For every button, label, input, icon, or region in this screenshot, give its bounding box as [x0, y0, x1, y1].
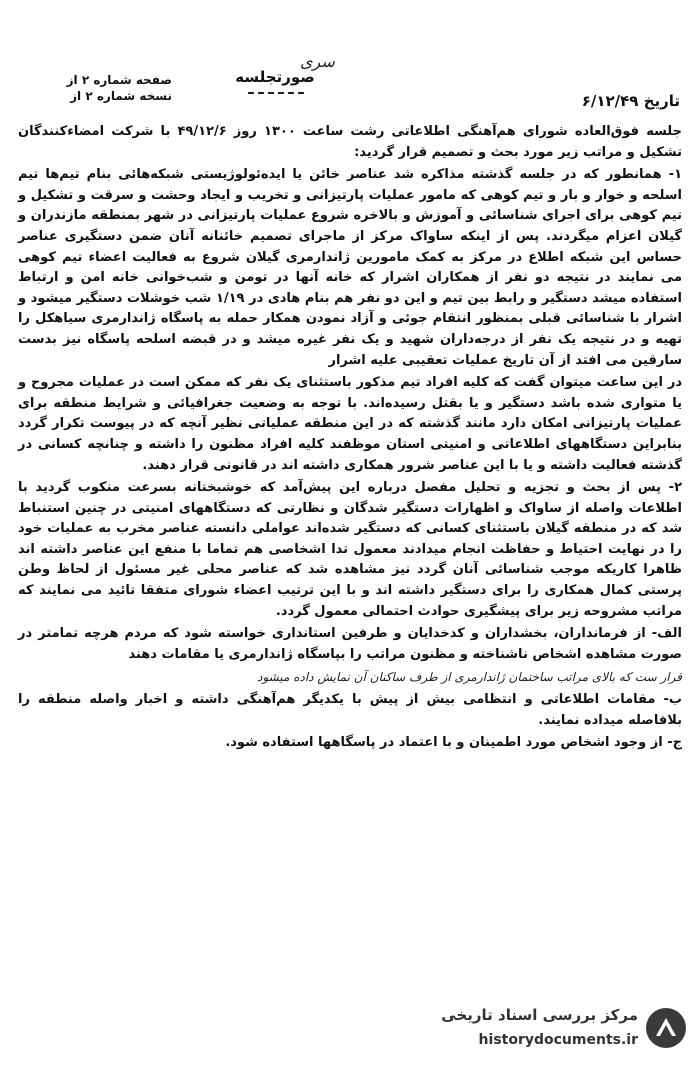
paragraph-2: در این ساعت میتوان گفت که کلیه افراد تیم مذکور باستثنای یک نفر که ممکن است در عملیات مجروح و یا متواری شده باشد دستگیر و یا بقتل رسیده‌اند. با توجه به وضعیت جغرافیائی و شرایط منطقه برای عملیات پارتیزانی امکان دارد مانند گذشته که در این منطقه عملیاتی نظیر آنچه که در پیوست تکرار گردد بنابراین دستگاههای اطلاعاتی و امنیتی استان موظفند کلیه افراد مظنون را داشته و چنانچه کسانی در گذشته فعالیت داشته و یا با این عناصر شرور همکاری داشته اند در قانونی قرار دهند. [18, 375, 682, 473]
document-date: تاریخ ۶/۱۲/۴۹ [581, 92, 680, 110]
paragraph-3: ۲- پس از بحث و تجزیه و تحلیل مفصل درباره این پیش‌آمد که خوشبختانه بسرعت منکوب گردید با اطلاعات واصله از ساواک و اظهارات دستگیر شدگان و نظارتی که دستگاههای امنیتی در چنین استنباط شد که در منطقه گیلان باستثنای کسانی که دستگیر شده‌اند عواملی دانسته عناصر مخرب به عملیات خود را در نهایت احتیاط و حفاظت انجام میدادند معمول تدا اشخاصی هم تماما با منفع این عناصر داشته اند ظاهرا کاریکه موجب شناسائی آنان گردد نیز مشاهده شد که عناصر محلی غیر مسئول از لحاظ وطن پرستی کمال همکاری را برای دستگیر داشته اند و با این ترتیب اعضاء شورای متفقا تائید می نمایند که مراتب مشروحه زیر برای پیشگیری حوادث احتمالی معمول گردد. [18, 480, 682, 619]
paragraph-1: ۱- همانطور که در جلسه گذشته مذاکره شد عناصر خائن یا ایده‌ئولوژیستی شبکه‌هائی بنام تیم‌ها تیم اسلحه و خوار و بار و تیم کوهی که مامور عملیات پارتیزانی و تخریب و ایجاد وحشت و سرقت و تشکیل و تیم کوهی برای اجرای شناسائی و آموزش و بالاخره شروع عملیات پارتیزانی در شهر بمنطقه مازندران و گیلان اعزام میگردند. پس از اینکه ساواک مرکز از ماجرای تصمیم خائنانه آنان ضمن دستگیری عناصر حساس این شبکه اطلاع در مرکز به کمک مامورین ژاندارمری گیلان شروع به فعالیت اعضاء تیم کوهی می نمایند در نتیجه دو نفر از همکاران اشرار که خانه آنها در تومن و شب‌خوانی خانه امن و ارتباط استفاده میشد دستگیر و رابط بین تیم و این دو نفر هم بنام هادی در ۱/۱۹ شب خوشلات دستگیر میشود و اشرار با شناسائی قبلی بمنظور انتقام جوئی و آزاد نمودن همکار حمله به پاسگاه ژاندارمری سیاهکل را تهیه و در نتیجه یک نفر از درجه‌داران شهید و یک نفر غیره میشد و در قبضه اسلحه پاسگاه نیز بدست سارقین می افتد از آن تاریخ عملیات تعقیبی علیه اشرار [18, 167, 682, 368]
paragraph-alef: الف- از فرمانداران، بخشداران و کدخدایان و طرفین استانداری خواسته شود که مردم هرچه تمامتر در صورت مشاهده اشخاص ناشناخته و مظنون مراتب را بپاسگاه ژاندارمری یا مقامات دهند [18, 626, 682, 662]
title-underline [248, 92, 304, 94]
handwritten-classification-mark: سری [300, 52, 335, 71]
document-title: صورتجلسه [235, 68, 315, 86]
page-meta [22, 72, 172, 104]
watermark-url: historydocuments.ir [478, 1032, 638, 1048]
document-body [18, 122, 682, 756]
paragraph-jim: ج- از وجود اشخاص مورد اطمینان و با اعتماد در پاسگاهها استفاده شود. [225, 735, 682, 751]
intro-paragraph: جلسه فوق‌العاده شورای هم‌آهنگی اطلاعاتی رشت ساعت ۱۳۰۰ روز ۴۹/۱۲/۶ با شرکت امضاء‌کنندگان تشکیل و مراتب زیر مورد بحث و تصمیم قرار گردید: [18, 124, 682, 160]
watermark-title: مرکز بررسی اسناد تاریخی [441, 1006, 638, 1024]
paragraph-be: ب- مقامات اطلاعاتی و انتظامی بیش از پیش با یکدیگر هم‌آهنگی داشته و اخبار واصله منطقه را بلافاصله میداده نمایند. [18, 692, 682, 728]
copy-number-line: نسخه شماره ۲ از [70, 89, 172, 103]
handwritten-note: قرار ست که بالای مراتب ساختمان ژاندارمری از طرف ساکنان آن نمایش داده میشود [257, 670, 682, 685]
archive-logo-icon [644, 1006, 688, 1050]
watermark [410, 1000, 692, 1062]
page-number-line: صفحه شماره ۲ از [66, 73, 172, 87]
